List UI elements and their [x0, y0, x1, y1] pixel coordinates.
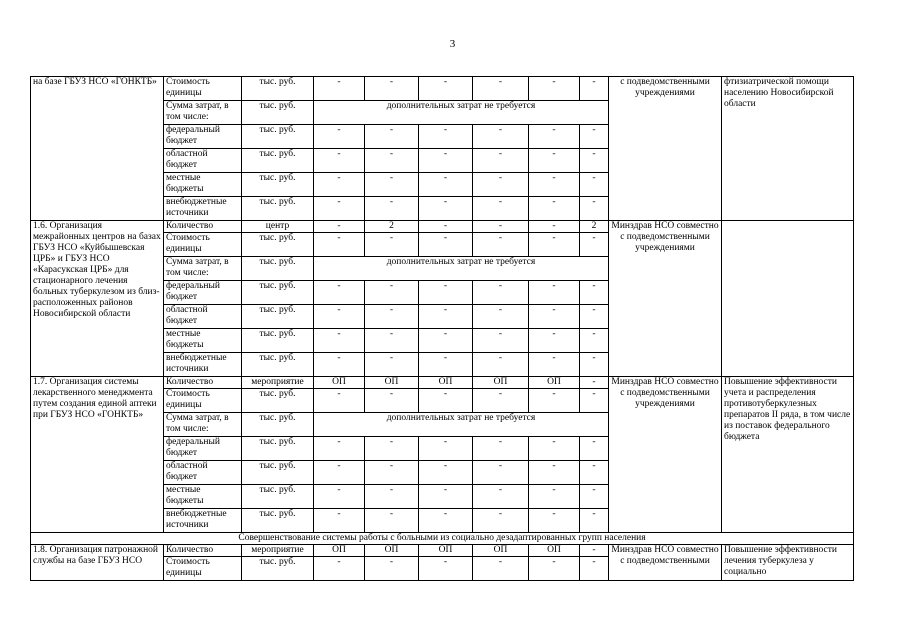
value-cell: -: [365, 353, 419, 377]
indicator-label: Стоимость единицы: [164, 557, 242, 581]
value-cell: тыс. руб.: [242, 509, 314, 533]
indicator-label: местные бюджеты: [164, 485, 242, 509]
value-cell: тыс. руб.: [242, 281, 314, 305]
indicator-label: местные бюджеты: [164, 173, 242, 197]
value-cell: -: [529, 149, 580, 173]
value-cell: -: [419, 149, 473, 173]
value-cell: 2: [580, 221, 609, 233]
value-cell: -: [314, 557, 365, 581]
value-cell: тыс. руб.: [242, 257, 314, 281]
value-cell: -: [419, 461, 473, 485]
value-cell: -: [529, 353, 580, 377]
value-cell: -: [580, 389, 609, 413]
value-cell: -: [419, 353, 473, 377]
value-cell: -: [365, 173, 419, 197]
value-cell: -: [473, 149, 529, 173]
value-cell: -: [529, 329, 580, 353]
value-cell: -: [580, 485, 609, 509]
value-cell: -: [365, 77, 419, 101]
value-cell: мероприятие: [242, 545, 314, 557]
program-activities-table: [30, 76, 854, 581]
value-cell: -: [580, 149, 609, 173]
value-cell: -: [580, 557, 609, 581]
value-cell: -: [473, 197, 529, 221]
value-cell: -: [529, 77, 580, 101]
value-cell: тыс. руб.: [242, 389, 314, 413]
value-cell: ОП: [473, 377, 529, 389]
result-cell: Повышение эффективности лечения туберкулеза у социально: [722, 545, 854, 581]
value-cell: -: [473, 305, 529, 329]
value-cell: -: [314, 149, 365, 173]
value-cell: -: [529, 125, 580, 149]
indicator-label: Количество: [164, 545, 242, 557]
unit-cell: тыс. руб.: [242, 77, 314, 101]
value-cell: ОП: [365, 377, 419, 389]
value-cell: тыс. руб.: [242, 101, 314, 125]
value-cell: мероприятие: [242, 377, 314, 389]
value-cell: -: [365, 305, 419, 329]
value-cell: -: [473, 437, 529, 461]
table-row: [31, 545, 854, 557]
result-cell: фтизиатрической помощи населению Новосибирской области: [722, 77, 854, 221]
value-cell: тыс. руб.: [242, 485, 314, 509]
executor-cell: с подведомственными учреждениями: [609, 77, 722, 221]
value-cell: центр: [242, 221, 314, 233]
value-cell: -: [365, 485, 419, 509]
value-cell: -: [314, 173, 365, 197]
no-costs-note: дополнительных затрат не требуется: [314, 101, 609, 125]
value-cell: -: [419, 389, 473, 413]
value-cell: -: [314, 353, 365, 377]
value-cell: -: [473, 221, 529, 233]
indicator-label: федеральный бюджет: [164, 281, 242, 305]
indicator-label: Сумма затрат, в том числе:: [164, 257, 242, 281]
value-cell: -: [314, 485, 365, 509]
value-cell: -: [314, 77, 365, 101]
value-cell: тыс. руб.: [242, 125, 314, 149]
value-cell: ОП: [365, 545, 419, 557]
table-row: [31, 77, 854, 101]
value-cell: -: [419, 173, 473, 197]
value-cell: -: [314, 233, 365, 257]
value-cell: тыс. руб.: [242, 557, 314, 581]
value-cell: -: [419, 305, 473, 329]
value-cell: -: [580, 197, 609, 221]
value-cell: 2: [365, 221, 419, 233]
value-cell: -: [314, 197, 365, 221]
value-cell: -: [314, 329, 365, 353]
executor-cell: Минздрав НСО совместно с подведомственными учреждениями: [609, 377, 722, 533]
value-cell: -: [419, 329, 473, 353]
value-cell: ОП: [314, 377, 365, 389]
value-cell: -: [580, 461, 609, 485]
executor-cell: Минздрав НСО совместно с подведомственными: [609, 545, 722, 581]
value-cell: -: [314, 389, 365, 413]
value-cell: -: [580, 509, 609, 533]
value-cell: тыс. руб.: [242, 329, 314, 353]
result-cell: [722, 221, 854, 377]
indicator-label: Сумма затрат, в том числе:: [164, 101, 242, 125]
value-cell: -: [580, 329, 609, 353]
table-row: [31, 221, 854, 233]
value-cell: -: [419, 485, 473, 509]
value-cell: тыс. руб.: [242, 437, 314, 461]
result-cell: Повышение эффективности учета и распределения противотуберкулезных препаратов II ряда, в том числе из поставок федерального бюджета: [722, 377, 854, 533]
value-cell: -: [314, 509, 365, 533]
indicator-label: Стоимость единицы: [164, 233, 242, 257]
value-cell: -: [365, 509, 419, 533]
value-cell: -: [580, 437, 609, 461]
value-cell: -: [529, 389, 580, 413]
indicator-label: областной бюджет: [164, 149, 242, 173]
indicator-label: Количество: [164, 221, 242, 233]
value-cell: -: [314, 125, 365, 149]
value-cell: -: [529, 437, 580, 461]
value-cell: -: [314, 281, 365, 305]
value-cell: -: [529, 509, 580, 533]
value-cell: -: [473, 389, 529, 413]
value-cell: -: [580, 353, 609, 377]
value-cell: -: [473, 125, 529, 149]
value-cell: -: [419, 221, 473, 233]
value-cell: -: [473, 485, 529, 509]
indicator-label: федеральный бюджет: [164, 437, 242, 461]
no-costs-note: дополнительных затрат не требуется: [314, 257, 609, 281]
value-cell: -: [529, 173, 580, 197]
value-cell: -: [529, 557, 580, 581]
value-cell: -: [365, 233, 419, 257]
value-cell: -: [419, 557, 473, 581]
indicator-label: областной бюджет: [164, 461, 242, 485]
value-cell: -: [365, 329, 419, 353]
value-cell: -: [529, 197, 580, 221]
value-cell: -: [365, 461, 419, 485]
activity-title: 1.7. Организация системы лекарственного менеджмента путем создания единой аптеки при ГБУЗ НСО «ГОНКТБ»: [31, 377, 164, 533]
value-cell: -: [473, 353, 529, 377]
value-cell: -: [365, 197, 419, 221]
value-cell: -: [419, 509, 473, 533]
value-cell: -: [365, 557, 419, 581]
value-cell: -: [473, 233, 529, 257]
indicator-label: Стоимость единицы: [164, 389, 242, 413]
page-number: 3: [449, 38, 456, 50]
value-cell: -: [529, 485, 580, 509]
value-cell: -: [419, 233, 473, 257]
value-cell: тыс. руб.: [242, 305, 314, 329]
value-cell: -: [314, 437, 365, 461]
value-cell: -: [580, 305, 609, 329]
value-cell: тыс. руб.: [242, 353, 314, 377]
indicator-label: внебюджетные источники: [164, 197, 242, 221]
executor-cell: Минздрав НСО совместно с подведомственными учреждениями: [609, 221, 722, 377]
value-cell: -: [365, 281, 419, 305]
value-cell: ОП: [419, 377, 473, 389]
value-cell: -: [419, 437, 473, 461]
indicator-label: областной бюджет: [164, 305, 242, 329]
value-cell: -: [529, 281, 580, 305]
indicator-label: Сумма затрат, в том числе:: [164, 413, 242, 437]
value-cell: -: [419, 125, 473, 149]
indicator-label: внебюджетные источники: [164, 353, 242, 377]
value-cell: -: [419, 281, 473, 305]
value-cell: -: [419, 197, 473, 221]
value-cell: тыс. руб.: [242, 197, 314, 221]
indicator-label: Количество: [164, 377, 242, 389]
value-cell: -: [365, 389, 419, 413]
value-cell: -: [365, 437, 419, 461]
value-cell: тыс. руб.: [242, 461, 314, 485]
value-cell: -: [314, 221, 365, 233]
value-cell: ОП: [419, 545, 473, 557]
value-cell: -: [314, 461, 365, 485]
value-cell: -: [529, 461, 580, 485]
indicator-label: внебюджетные источники: [164, 509, 242, 533]
value-cell: -: [580, 233, 609, 257]
indicator-label: федеральный бюджет: [164, 125, 242, 149]
value-cell: тыс. руб.: [242, 233, 314, 257]
value-cell: -: [580, 125, 609, 149]
value-cell: ОП: [314, 545, 365, 557]
value-cell: -: [580, 281, 609, 305]
value-cell: -: [580, 545, 609, 557]
value-cell: тыс. руб.: [242, 173, 314, 197]
value-cell: -: [580, 77, 609, 101]
no-costs-note: дополнительных затрат не требуется: [314, 413, 609, 437]
indicator-label: Стоимость единицы: [164, 77, 242, 101]
activity-title: 1.8. Организация патронажной службы на базе ГБУЗ НСО: [31, 545, 164, 581]
value-cell: -: [419, 77, 473, 101]
value-cell: -: [529, 221, 580, 233]
value-cell: -: [529, 305, 580, 329]
value-cell: -: [365, 149, 419, 173]
value-cell: -: [473, 557, 529, 581]
table-row: [31, 533, 854, 545]
value-cell: -: [473, 329, 529, 353]
value-cell: ОП: [529, 377, 580, 389]
value-cell: тыс. руб.: [242, 413, 314, 437]
section-title: Совершенствование системы работы с больными из социально дезадаптированных групп населения: [31, 533, 854, 545]
value-cell: -: [473, 461, 529, 485]
indicator-label: местные бюджеты: [164, 329, 242, 353]
activity-title: 1.6. Организация межрайонных центров на базах ГБУЗ НСО «Куйбышевская ЦРБ» и ГБУЗ НСО «Карасукская ЦРБ» для стационарного лечения больных туберкулезом из близ-расположенных районов Новосибирской области: [31, 221, 164, 377]
value-cell: -: [473, 509, 529, 533]
table-row: [31, 377, 854, 389]
value-cell: -: [473, 281, 529, 305]
value-cell: -: [314, 305, 365, 329]
value-cell: тыс. руб.: [242, 149, 314, 173]
activity-title: на базе ГБУЗ НСО «ГОНКТБ»: [31, 77, 164, 221]
value-cell: -: [580, 377, 609, 389]
value-cell: -: [473, 173, 529, 197]
value-cell: -: [473, 77, 529, 101]
value-cell: -: [365, 125, 419, 149]
value-cell: ОП: [529, 545, 580, 557]
value-cell: -: [580, 173, 609, 197]
value-cell: ОП: [473, 545, 529, 557]
value-cell: -: [529, 233, 580, 257]
